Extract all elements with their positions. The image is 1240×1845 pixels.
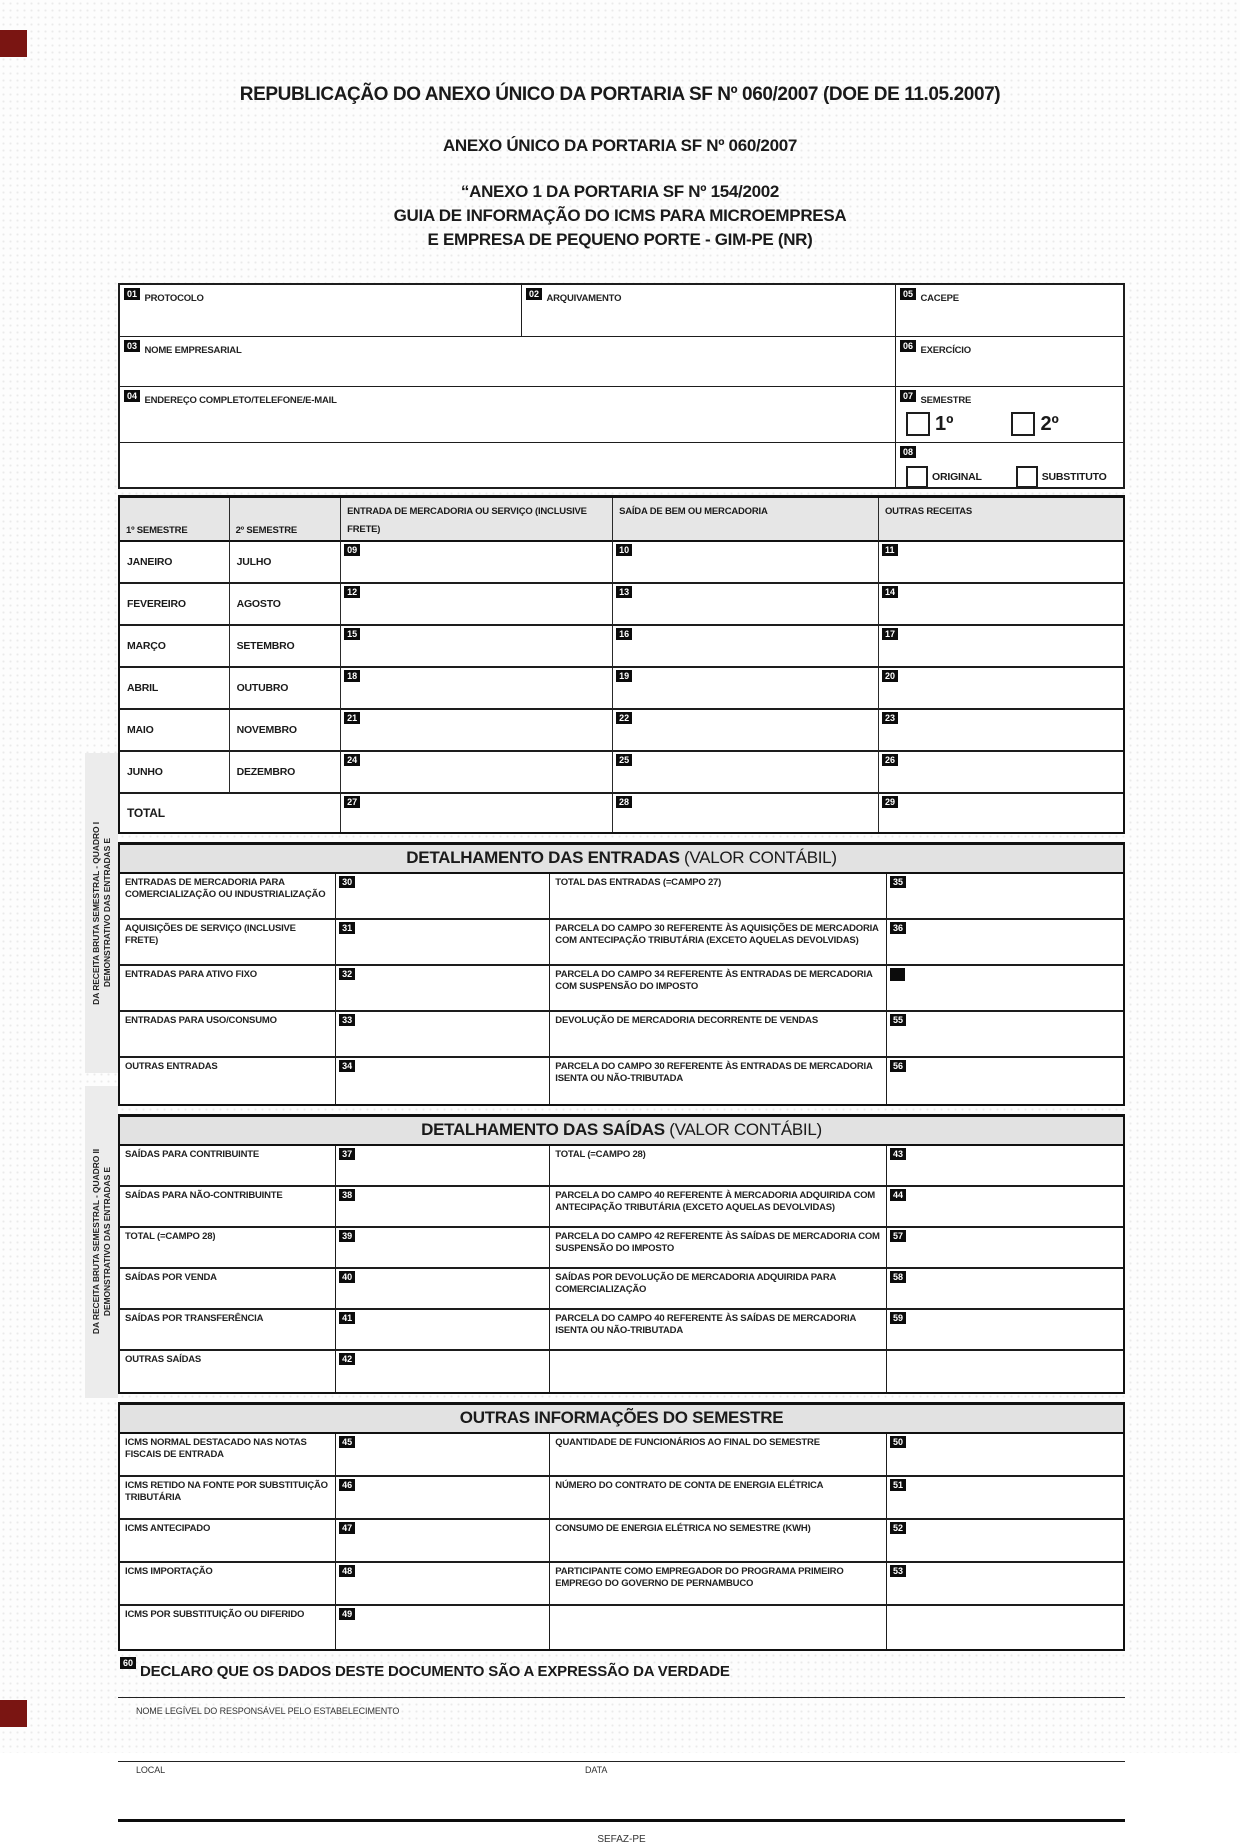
field-number-badge-obscured: [890, 968, 905, 981]
responsavel-label: NOME LEGÍVEL DO RESPONSÁVEL PELO ESTABELECIMENTO: [136, 1706, 400, 1716]
section-title: [120, 845, 1123, 874]
value-cell[interactable]: [336, 1187, 550, 1228]
document-header: [0, 84, 1240, 250]
field-number-badge: 12: [344, 586, 360, 598]
field-number-badge: 50: [890, 1436, 906, 1448]
value-cell[interactable]: [336, 1520, 550, 1563]
field-label: NOME EMPRESARIAL: [144, 345, 242, 356]
value-cell[interactable]: [613, 584, 879, 626]
value-cell[interactable]: [613, 668, 879, 710]
value-cell[interactable]: [887, 1310, 1123, 1351]
field-number-badge: 56: [890, 1060, 906, 1072]
field-number-badge: 55: [890, 1014, 906, 1026]
detalhamento-saidas-section: [118, 1114, 1125, 1394]
value-cell[interactable]: [887, 1269, 1123, 1310]
field-number-badge: 48: [339, 1565, 355, 1577]
field-number-badge: 53: [890, 1565, 906, 1577]
outras-row: [120, 1606, 1123, 1649]
value-cell[interactable]: [887, 1563, 1123, 1606]
field-number-badge: 57: [890, 1230, 906, 1242]
field-label: PARCELA DO CAMPO 42 REFERENTE ÀS SAÍDAS DE MERCADORIA COM SUSPENSÃO DO IMPOSTO: [555, 1231, 880, 1254]
value-cell[interactable]: [879, 752, 1123, 794]
field-label: TOTAL DAS ENTRADAS (=CAMPO 27): [555, 877, 722, 888]
value-cell[interactable]: [341, 542, 613, 584]
value-cell[interactable]: [879, 668, 1123, 710]
saidas-row: [120, 1187, 1123, 1228]
field-number-badge: 43: [890, 1148, 906, 1160]
value-cell[interactable]: [336, 966, 550, 1012]
month-label: FEVEREIRO: [120, 584, 230, 626]
field-label: PARCELA DO CAMPO 40 REFERENTE ÀS SAÍDAS DE MERCADORIA ISENTA OU NÃO-TRIBUTADA: [555, 1313, 856, 1336]
field-number-badge: 23: [882, 712, 898, 724]
title-anexo-unico: ANEXO ÚNICO DA PORTARIA SF Nº 060/2007: [442, 136, 798, 155]
section-title-suffix: (VALOR CONTÁBIL): [679, 848, 837, 867]
field-cacepe[interactable]: [896, 285, 1123, 337]
value-cell[interactable]: [341, 626, 613, 668]
field-number-badge: 26: [882, 754, 898, 766]
value-cell[interactable]: [887, 1351, 1123, 1392]
month-label: SETEMBRO: [230, 626, 342, 668]
value-cell[interactable]: [887, 920, 1123, 966]
field-number-badge: 14: [882, 586, 898, 598]
entradas-row: [120, 1058, 1123, 1104]
field-label: CACEPE: [920, 293, 959, 304]
value-cell[interactable]: [341, 584, 613, 626]
field-label: SAÍDAS POR DEVOLUÇÃO DE MERCADORIA ADQUIRIDA PARA COMERCIALIZAÇÃO: [555, 1272, 836, 1295]
semestre-2-label: 2º: [1040, 412, 1059, 435]
red-corner-mark-top: [0, 30, 27, 57]
semestre-2-checkbox[interactable]: [1011, 412, 1035, 436]
total-label: TOTAL: [120, 794, 341, 832]
column-header: 1º SEMESTRE: [126, 525, 188, 536]
value-cell[interactable]: [613, 794, 879, 832]
field-number-badge: 44: [890, 1189, 906, 1201]
outras-informacoes-section: [118, 1402, 1125, 1651]
saidas-row: [120, 1351, 1123, 1392]
local-label: LOCAL: [136, 1765, 166, 1775]
field-number-badge: 17: [882, 628, 898, 640]
field-number-badge: 28: [616, 796, 632, 808]
blank-area: [120, 443, 895, 487]
value-cell[interactable]: [887, 1058, 1123, 1104]
field-number-badge: 30: [339, 876, 355, 888]
field-number-badge: 31: [339, 922, 355, 934]
field-number-badge: 13: [616, 586, 632, 598]
declaration-text: DECLARO QUE OS DADOS DESTE DOCUMENTO SÃO A EXPRESSÃO DA VERDADE: [140, 1663, 730, 1680]
field-number-badge: 18: [344, 670, 360, 682]
field-number-badge: 05: [900, 288, 916, 300]
field-arquivamento[interactable]: [522, 285, 895, 337]
value-cell[interactable]: [336, 1606, 550, 1649]
field-number-badge: 46: [339, 1479, 355, 1491]
field-number-badge: 25: [616, 754, 632, 766]
field-number-badge: 45: [339, 1436, 355, 1448]
quadro1-table: [118, 495, 1125, 834]
quadro1-total-row: [120, 794, 1123, 832]
value-cell[interactable]: [887, 1012, 1123, 1058]
value-cell[interactable]: [879, 710, 1123, 752]
value-cell[interactable]: [336, 1434, 550, 1477]
field-number-badge: 41: [339, 1312, 355, 1324]
field-label: ICMS POR SUBSTITUIÇÃO OU DIFERIDO: [125, 1609, 305, 1620]
outras-row: [120, 1563, 1123, 1606]
value-cell[interactable]: [887, 1228, 1123, 1269]
section-title-main: DETALHAMENTO DAS ENTRADAS: [406, 848, 680, 867]
field-label: ENTRADAS PARA USO/CONSUMO: [125, 1015, 277, 1026]
title-anexo1: “ANEXO 1 DA PORTARIA SF Nº 154/2002: [460, 182, 780, 201]
quadro1-row-abril: [120, 668, 1123, 710]
field-label: SAÍDAS PARA NÃO-CONTRIBUINTE: [125, 1190, 283, 1201]
field-label: ICMS RETIDO NA FONTE POR SUBSTITUIÇÃO TRIBUTÁRIA: [125, 1480, 328, 1503]
substituto-checkbox[interactable]: [1016, 466, 1038, 488]
field-label: CONSUMO DE ENERGIA ELÉTRICA NO SEMESTRE (KWH): [555, 1523, 811, 1534]
field-number-badge: 42: [339, 1353, 355, 1365]
title-republicacao: REPUBLICAÇÃO DO ANEXO ÚNICO DA PORTARIA SF Nº 060/2007 (DOE DE 11.05.2007): [239, 84, 1001, 105]
field-number-badge: 08: [900, 446, 916, 458]
column-header: SAÍDA DE BEM OU MERCADORIA: [619, 506, 768, 517]
value-cell[interactable]: [336, 1310, 550, 1351]
field-number-badge: 09: [344, 544, 360, 556]
value-cell[interactable]: [887, 1146, 1123, 1187]
value-cell[interactable]: [613, 626, 879, 668]
data-label: DATA: [585, 1765, 608, 1775]
field-label: TOTAL (=CAMPO 28): [125, 1231, 216, 1242]
field-number-badge: 49: [339, 1608, 355, 1620]
month-label: AGOSTO: [230, 584, 342, 626]
field-number-badge: 39: [339, 1230, 355, 1242]
field-number-badge: 60: [120, 1657, 136, 1669]
section-title-suffix: (VALOR CONTÁBIL): [664, 1120, 822, 1139]
quadro1-row-janeiro: [120, 542, 1123, 584]
red-corner-mark-bottom: [0, 1700, 27, 1727]
field-label: ARQUIVAMENTO: [546, 293, 622, 304]
value-cell[interactable]: [887, 874, 1123, 920]
field-label: ENTRADAS PARA ATIVO FIXO: [125, 969, 257, 980]
field-label: ICMS NORMAL DESTACADO NAS NOTAS FISCAIS DE ENTRADA: [125, 1437, 307, 1460]
value-cell[interactable]: [879, 584, 1123, 626]
value-cell[interactable]: [613, 542, 879, 584]
field-number-badge: 21: [344, 712, 360, 724]
value-cell[interactable]: [341, 752, 613, 794]
value-cell[interactable]: [887, 966, 1123, 1012]
field-number-badge: 32: [339, 968, 355, 980]
field-number-badge: 38: [339, 1189, 355, 1201]
quadro2-side-label-line2: DA RECEITA BRUTA SEMESTRAL - QUADRO II: [91, 1149, 101, 1335]
semestre-1-checkbox[interactable]: [906, 412, 930, 436]
field-number-badge: 19: [616, 670, 632, 682]
field-number-badge: 15: [344, 628, 360, 640]
field-number-badge: 51: [890, 1479, 906, 1491]
semestre-1-label: 1º: [935, 412, 954, 435]
field-number-badge: 02: [526, 288, 542, 300]
field-number-badge: 10: [616, 544, 632, 556]
field-semestre: [896, 387, 1123, 443]
field-number-badge: 40: [339, 1271, 355, 1283]
value-cell[interactable]: [336, 1012, 550, 1058]
field-number-badge: 35: [890, 876, 906, 888]
field-number-badge: 24: [344, 754, 360, 766]
field-label: ENDEREÇO COMPLETO/TELEFONE/E-MAIL: [144, 395, 337, 406]
value-cell[interactable]: [887, 1434, 1123, 1477]
month-label: JUNHO: [120, 752, 230, 794]
field-number-badge: 34: [339, 1060, 355, 1072]
entradas-row: [120, 874, 1123, 920]
value-cell[interactable]: [879, 794, 1123, 832]
section-title: [120, 1117, 1123, 1146]
value-cell[interactable]: [336, 1477, 550, 1520]
field-number-badge: 07: [900, 390, 916, 402]
quadro1-side-label: [85, 753, 118, 1073]
field-number-badge: 37: [339, 1148, 355, 1160]
field-label: PROTOCOLO: [144, 293, 204, 304]
field-label: PARCELA DO CAMPO 30 REFERENTE ÀS ENTRADAS DE MERCADORIA ISENTA OU NÃO-TRIBUTADA: [555, 1061, 873, 1084]
original-checkbox[interactable]: [906, 466, 928, 488]
original-label: ORIGINAL: [932, 471, 982, 483]
value-cell[interactable]: [341, 668, 613, 710]
entradas-row: [120, 1012, 1123, 1058]
field-number-badge: 16: [616, 628, 632, 640]
field-number-badge: 59: [890, 1312, 906, 1324]
value-cell[interactable]: [341, 794, 613, 832]
value-cell[interactable]: [879, 626, 1123, 668]
section-title: [120, 1405, 1123, 1434]
field-label: PARCELA DO CAMPO 40 REFERENTE À MERCADORIA ADQUIRIDA COM ANTECIPAÇÃO TRIBUTÁRIA (EXCETO AQUELAS DEVOLVIDAS): [555, 1190, 876, 1213]
local-data-area[interactable]: [118, 1761, 1125, 1775]
quadro1-row-fevereiro: [120, 584, 1123, 626]
declaration: [118, 1658, 1125, 1681]
field-number-badge: 04: [124, 390, 140, 402]
sefaz-pe-label: SEFAZ-PE: [597, 1834, 646, 1845]
month-label: MARÇO: [120, 626, 230, 668]
quadro1-row-maio: [120, 710, 1123, 752]
entradas-row: [120, 920, 1123, 966]
saidas-row: [120, 1146, 1123, 1187]
responsavel-signature-area[interactable]: [118, 1697, 1125, 1719]
field-label: SAÍDAS PARA CONTRIBUINTE: [125, 1149, 260, 1160]
saidas-row: [120, 1269, 1123, 1310]
month-label: MAIO: [120, 710, 230, 752]
month-label: DEZEMBRO: [230, 752, 342, 794]
field-label: NÚMERO DO CONTRATO DE CONTA DE ENERGIA ELÉTRICA: [555, 1480, 824, 1491]
column-header: ENTRADA DE MERCADORIA OU SERVIÇO (INCLUSIVE FRETE): [347, 506, 587, 535]
field-label: ICMS IMPORTAÇÃO: [125, 1566, 213, 1577]
field-label: SAÍDAS POR VENDA: [125, 1272, 217, 1283]
field-number-badge: 06: [900, 340, 916, 352]
field-number-badge: 27: [344, 796, 360, 808]
value-cell[interactable]: [887, 1477, 1123, 1520]
field-number-badge: 52: [890, 1522, 906, 1534]
outras-row: [120, 1477, 1123, 1520]
field-label: ENTRADAS DE MERCADORIA PARA COMERCIALIZAÇÃO OU INDUSTRIALIZAÇÃO: [125, 877, 326, 900]
field-number-badge: 01: [124, 288, 140, 300]
section-title-main: OUTRAS INFORMAÇÕES DO SEMESTRE: [459, 1408, 784, 1427]
field-number-badge: 47: [339, 1522, 355, 1534]
value-cell[interactable]: [336, 1058, 550, 1104]
detalhamento-entradas-section: [118, 842, 1125, 1106]
title-gim-pe: E EMPRESA DE PEQUENO PORTE - GIM-PE (NR): [427, 230, 813, 249]
field-label: SEMESTRE: [920, 395, 972, 406]
value-cell[interactable]: [341, 710, 613, 752]
field-nome-empresarial[interactable]: [120, 337, 895, 387]
field-label: PARTICIPANTE COMO EMPREGADOR DO PROGRAMA PRIMEIRO EMPREGO DO GOVERNO DE PERNAMBUCO: [555, 1566, 844, 1589]
value-cell[interactable]: [887, 1520, 1123, 1563]
field-number-badge: 33: [339, 1014, 355, 1026]
field-number-badge: 58: [890, 1271, 906, 1283]
column-header: OUTRAS RECEITAS: [884, 506, 973, 517]
field-number-badge: 20: [882, 670, 898, 682]
saidas-row: [120, 1310, 1123, 1351]
value-cell[interactable]: [887, 1187, 1123, 1228]
field-number-badge: 11: [882, 544, 898, 556]
field-label: EXERCÍCIO: [920, 345, 971, 356]
value-cell[interactable]: [336, 1563, 550, 1606]
value-cell[interactable]: [336, 1351, 550, 1392]
field-number-badge: 29: [882, 796, 898, 808]
value-cell[interactable]: [336, 874, 550, 920]
quadro1-header-row: [120, 498, 1123, 542]
value-cell[interactable]: [336, 1146, 550, 1187]
value-cell[interactable]: [613, 710, 879, 752]
field-label: OUTRAS SAÍDAS: [125, 1354, 202, 1365]
field-label: QUANTIDADE DE FUNCIONÁRIOS AO FINAL DO SEMESTRE: [555, 1437, 820, 1448]
outras-row: [120, 1434, 1123, 1477]
value-cell[interactable]: [336, 1228, 550, 1269]
field-endereco[interactable]: [120, 387, 895, 443]
field-exercicio[interactable]: [896, 337, 1123, 387]
field-tipo-documento: [896, 443, 1123, 487]
quadro1-side-label-line1: DEMONSTRATIVO DAS ENTRADAS E: [102, 838, 112, 988]
month-label: ABRIL: [120, 668, 230, 710]
quadro1-side-label-line2: DA RECEITA BRUTA SEMESTRAL - QUADRO I: [91, 821, 101, 1005]
field-label: AQUISIÇÕES DE SERVIÇO (INCLUSIVE FRETE): [125, 923, 296, 946]
value-cell[interactable]: [887, 1606, 1123, 1649]
outras-row: [120, 1520, 1123, 1563]
value-cell[interactable]: [613, 752, 879, 794]
title-guia: GUIA DE INFORMAÇÃO DO ICMS PARA MICROEMPRESA: [393, 206, 847, 225]
field-label: DEVOLUÇÃO DE MERCADORIA DECORRENTE DE VENDAS: [555, 1015, 818, 1026]
month-label: NOVEMBRO: [230, 710, 342, 752]
field-protocolo[interactable]: [120, 285, 522, 337]
field-label: ICMS ANTECIPADO: [125, 1523, 211, 1534]
quadro1-row-marco: [120, 626, 1123, 668]
field-label: OUTRAS ENTRADAS: [125, 1061, 218, 1072]
field-label: PARCELA DO CAMPO 30 REFERENTE ÀS AQUISIÇÕES DE MERCADORIA COM ANTECIPAÇÃO TRIBUTÁRIA (EXCETO AQUELAS DEVOLVIDAS): [555, 923, 879, 946]
entradas-row: [120, 966, 1123, 1012]
field-label: TOTAL (=CAMPO 28): [555, 1149, 646, 1160]
column-header: 2º SEMESTRE: [235, 525, 298, 536]
month-label: OUTUBRO: [230, 668, 342, 710]
field-number-badge: 03: [124, 340, 140, 352]
value-cell[interactable]: [879, 542, 1123, 584]
field-number-badge: 22: [616, 712, 632, 724]
substituto-label: SUBSTITUTO: [1041, 471, 1107, 483]
field-label: SAÍDAS POR TRANSFERÊNCIA: [125, 1313, 264, 1324]
quadro2-side-label: [85, 1086, 118, 1398]
quadro2-side-label-line1: DEMONSTRATIVO DAS ENTRADAS E: [102, 1167, 112, 1317]
field-number-badge: 36: [890, 922, 906, 934]
section-title-main: DETALHAMENTO DAS SAÍDAS: [421, 1120, 665, 1139]
identification-fields: [118, 283, 1125, 489]
quadro1-row-junho: [120, 752, 1123, 794]
value-cell[interactable]: [336, 1269, 550, 1310]
footer-divider: [118, 1819, 1125, 1822]
field-label: PARCELA DO CAMPO 34 REFERENTE ÀS ENTRADAS DE MERCADORIA COM SUSPENSÃO DO IMPOSTO: [555, 969, 873, 992]
month-label: JANEIRO: [120, 542, 230, 584]
month-label: JULHO: [230, 542, 342, 584]
saidas-row: [120, 1228, 1123, 1269]
value-cell[interactable]: [336, 920, 550, 966]
